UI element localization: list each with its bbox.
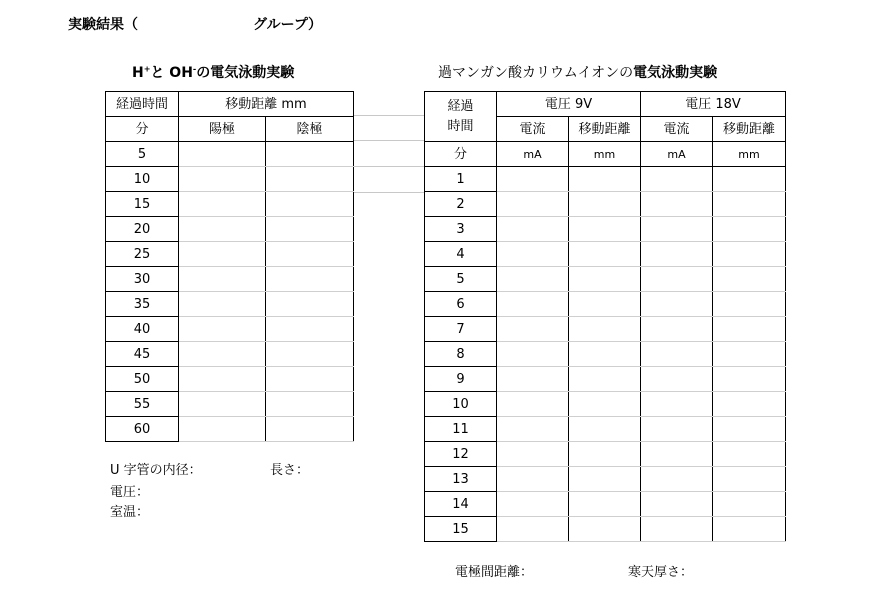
- exp2-data-cell[interactable]: [641, 267, 713, 292]
- exp2-data-cell[interactable]: [713, 517, 786, 542]
- exp2-time-cell: 8: [425, 342, 497, 367]
- exp1-cathode-cell[interactable]: [266, 267, 354, 292]
- exp1-cathode-cell[interactable]: [266, 342, 354, 367]
- sheet-gridline: [354, 192, 424, 193]
- exp2-data-cell[interactable]: [497, 267, 569, 292]
- exp2-data-cell[interactable]: [713, 442, 786, 467]
- exp2-data-cell[interactable]: [569, 417, 641, 442]
- sheet-gridline: [354, 115, 424, 116]
- exp2-time-cell: 12: [425, 442, 497, 467]
- exp2-data-cell[interactable]: [497, 417, 569, 442]
- exp1-anode-cell[interactable]: [179, 142, 266, 167]
- exp2-data-cell[interactable]: [569, 342, 641, 367]
- exp2-data-cell[interactable]: [641, 367, 713, 392]
- exp2-data-cell[interactable]: [641, 442, 713, 467]
- exp2-data-cell[interactable]: [569, 392, 641, 417]
- page-title-left: 実験結果（: [68, 17, 138, 33]
- exp2-data-cell[interactable]: [713, 492, 786, 517]
- table-row: [106, 242, 354, 267]
- exp2-data-cell[interactable]: [497, 392, 569, 417]
- exp2-data-cell[interactable]: [569, 442, 641, 467]
- page-title-group: グループ）: [253, 17, 323, 33]
- exp1-cathode-cell[interactable]: [266, 392, 354, 417]
- exp2-time-cell: 2: [425, 192, 497, 217]
- exp2-data-cell[interactable]: [497, 242, 569, 267]
- exp1-anode-cell[interactable]: [179, 217, 266, 242]
- table-row: [106, 367, 354, 392]
- exp2-data-cell[interactable]: [569, 517, 641, 542]
- exp1-anode-cell[interactable]: [179, 242, 266, 267]
- exp1-time-cell: 35: [106, 292, 179, 317]
- table-row: [106, 292, 354, 317]
- exp1-title-h: H: [132, 65, 144, 81]
- exp1-title-sup-plus: +: [143, 64, 151, 74]
- exp1-anode-cell[interactable]: [179, 292, 266, 317]
- exp2-group-9v: 電圧 9V: [497, 92, 641, 117]
- exp2-data-cell[interactable]: [497, 517, 569, 542]
- exp2-time-cell: 3: [425, 217, 497, 242]
- exp1-cathode-cell[interactable]: [266, 242, 354, 267]
- exp1-anode-cell[interactable]: [179, 317, 266, 342]
- exp1-col-cathode: 陰極: [266, 117, 354, 142]
- exp2-data-cell[interactable]: [569, 317, 641, 342]
- table-row: [425, 367, 786, 392]
- exp1-anode-cell[interactable]: [179, 192, 266, 217]
- exp1-time-cell: 40: [106, 317, 179, 342]
- exp1-cathode-cell[interactable]: [266, 317, 354, 342]
- table-row: [425, 467, 786, 492]
- exp2-data-cell[interactable]: [497, 342, 569, 367]
- table-row: [106, 392, 354, 417]
- exp2-col-current-9v: 電流: [497, 117, 569, 142]
- exp1-time-cell: 15: [106, 192, 179, 217]
- exp2-data-cell[interactable]: [641, 492, 713, 517]
- exp2-data-cell[interactable]: [569, 267, 641, 292]
- exp2-data-cell[interactable]: [497, 192, 569, 217]
- exp2-data-cell[interactable]: [497, 317, 569, 342]
- exp2-unit-time: 分: [425, 142, 497, 167]
- exp2-data-cell[interactable]: [713, 192, 786, 217]
- table-row: [425, 392, 786, 417]
- exp2-unit-distance-9v: mm: [569, 142, 641, 167]
- exp2-data-cell[interactable]: [713, 367, 786, 392]
- exp2-data-cell[interactable]: [713, 392, 786, 417]
- table-row: [106, 417, 354, 442]
- exp1-unit-time: 分: [106, 117, 179, 142]
- table-row: [425, 242, 786, 267]
- exp2-time-cell: 7: [425, 317, 497, 342]
- exp2-data-cell[interactable]: [713, 342, 786, 367]
- exp2-data-cell[interactable]: [641, 217, 713, 242]
- room-temp-label: 室温：: [110, 505, 150, 520]
- exp1-time-cell: 5: [106, 142, 179, 167]
- exp1-time-cell: 60: [106, 417, 179, 442]
- exp2-data-cell[interactable]: [713, 167, 786, 192]
- exp2-data-cell[interactable]: [641, 417, 713, 442]
- exp2-data-cell[interactable]: [497, 367, 569, 392]
- exp1-cathode-cell[interactable]: [266, 192, 354, 217]
- exp2-data-cell[interactable]: [641, 317, 713, 342]
- exp1-anode-cell[interactable]: [179, 417, 266, 442]
- agar-thickness-label: 寒天厚さ：: [628, 565, 694, 580]
- exp1-time-cell: 55: [106, 392, 179, 417]
- exp1-cathode-cell[interactable]: [266, 167, 354, 192]
- exp2-data-cell[interactable]: [641, 392, 713, 417]
- exp1-cathode-cell[interactable]: [266, 417, 354, 442]
- table-row: [425, 192, 786, 217]
- exp1-anode-cell[interactable]: [179, 342, 266, 367]
- exp2-data-cell[interactable]: [569, 242, 641, 267]
- table-row: [425, 342, 786, 367]
- exp2-data-cell[interactable]: [569, 367, 641, 392]
- table-row: [106, 317, 354, 342]
- exp2-time-cell: 5: [425, 267, 497, 292]
- exp2-col-current-18v: 電流: [641, 117, 713, 142]
- exp2-data-cell[interactable]: [497, 467, 569, 492]
- table-row: [425, 442, 786, 467]
- length-label: 長さ：: [270, 463, 310, 478]
- table-row: [106, 267, 354, 292]
- exp2-data-cell[interactable]: [569, 192, 641, 217]
- exp1-cathode-cell[interactable]: [266, 292, 354, 317]
- exp2-data-cell[interactable]: [641, 292, 713, 317]
- table-row: [106, 342, 354, 367]
- exp1-anode-cell[interactable]: [179, 167, 266, 192]
- exp1-cathode-cell[interactable]: [266, 217, 354, 242]
- exp2-time-cell: 15: [425, 517, 497, 542]
- table-row: [106, 192, 354, 217]
- exp2-data-cell[interactable]: [641, 467, 713, 492]
- exp2-header-time: [425, 92, 497, 142]
- exp2-data-cell[interactable]: [497, 492, 569, 517]
- exp1-time-cell: 20: [106, 217, 179, 242]
- exp2-data-cell[interactable]: [713, 267, 786, 292]
- exp1-anode-cell[interactable]: [179, 392, 266, 417]
- sheet-gridline: [354, 140, 424, 141]
- exp1-table: [105, 91, 354, 442]
- exp2-time-cell: 14: [425, 492, 497, 517]
- exp2-data-cell[interactable]: [569, 467, 641, 492]
- exp2-col-distance-9v: 移動距離: [569, 117, 641, 142]
- exp1-anode-cell[interactable]: [179, 267, 266, 292]
- table-row: [425, 317, 786, 342]
- exp2-data-cell[interactable]: [641, 192, 713, 217]
- exp1-cathode-cell[interactable]: [266, 142, 354, 167]
- exp2-data-cell[interactable]: [641, 242, 713, 267]
- exp2-time-cell: 1: [425, 167, 497, 192]
- exp2-time-cell: 13: [425, 467, 497, 492]
- exp1-time-cell: 10: [106, 167, 179, 192]
- table-row: [425, 492, 786, 517]
- exp2-time-cell: 4: [425, 242, 497, 267]
- exp1-title-sup-minus: -: [192, 64, 197, 74]
- exp2-data-cell[interactable]: [569, 492, 641, 517]
- tube-inner-diameter-label: U 字管の内径：: [110, 463, 202, 478]
- exp2-data-cell[interactable]: [641, 167, 713, 192]
- exp2-col-distance-18v: 移動距離: [713, 117, 786, 142]
- exp2-unit-current-9v: mA: [497, 142, 569, 167]
- exp2-data-cell[interactable]: [497, 442, 569, 467]
- exp2-data-cell[interactable]: [641, 517, 713, 542]
- exp1-header-distance: 移動距離 mm: [179, 92, 354, 117]
- table-row: [425, 167, 786, 192]
- exp2-title-bold: 電気泳動実験: [633, 65, 718, 81]
- exp1-time-cell: 45: [106, 342, 179, 367]
- table-row: [106, 217, 354, 242]
- exp2-data-cell[interactable]: [713, 417, 786, 442]
- exp1-time-cell: 50: [106, 367, 179, 392]
- exp2-time-cell: 10: [425, 392, 497, 417]
- table-row: [106, 167, 354, 192]
- electrode-distance-label: 電極間距離：: [455, 565, 534, 580]
- table-row: [425, 517, 786, 542]
- exp2-data-cell[interactable]: [497, 167, 569, 192]
- exp2-unit-current-18v: mA: [641, 142, 713, 167]
- exp2-time-cell: 11: [425, 417, 497, 442]
- exp2-data-cell[interactable]: [641, 342, 713, 367]
- exp2-data-cell[interactable]: [713, 217, 786, 242]
- exp1-header-time: 経過時間: [106, 92, 179, 117]
- exp2-data-cell[interactable]: [497, 217, 569, 242]
- exp2-data-cell[interactable]: [713, 292, 786, 317]
- exp1-title-oh: と OH: [150, 65, 193, 81]
- exp2-unit-distance-18v: mm: [713, 142, 786, 167]
- exp2-data-cell[interactable]: [569, 217, 641, 242]
- exp2-title-normal: 過マンガン酸カリウムイオンの: [438, 65, 634, 81]
- exp2-data-cell[interactable]: [569, 292, 641, 317]
- exp1-cathode-cell[interactable]: [266, 367, 354, 392]
- exp1-time-cell: 30: [106, 267, 179, 292]
- exp2-header-time-2: 時間: [447, 118, 474, 134]
- exp1-time-cell: 25: [106, 242, 179, 267]
- exp2-table: [424, 91, 786, 542]
- table-row: [425, 417, 786, 442]
- exp2-header-time-1: 経過: [447, 99, 474, 114]
- exp2-time-cell: 9: [425, 367, 497, 392]
- voltage-label: 電圧：: [110, 485, 150, 500]
- exp2-data-cell[interactable]: [713, 317, 786, 342]
- exp2-data-cell[interactable]: [713, 242, 786, 267]
- exp2-title: [438, 62, 717, 82]
- exp1-title: [132, 62, 294, 82]
- exp2-data-cell[interactable]: [569, 167, 641, 192]
- table-row: [425, 292, 786, 317]
- exp2-data-cell[interactable]: [497, 292, 569, 317]
- exp1-anode-cell[interactable]: [179, 367, 266, 392]
- sheet-gridline: [354, 166, 424, 167]
- exp1-col-anode: 陽極: [179, 117, 266, 142]
- table-row: [106, 142, 354, 167]
- exp2-time-cell: 6: [425, 292, 497, 317]
- table-row: [425, 267, 786, 292]
- exp2-data-cell[interactable]: [713, 467, 786, 492]
- table-row: [425, 217, 786, 242]
- exp1-title-rest: の電気泳動実験: [196, 65, 295, 81]
- exp2-group-18v: 電圧 18V: [641, 92, 786, 117]
